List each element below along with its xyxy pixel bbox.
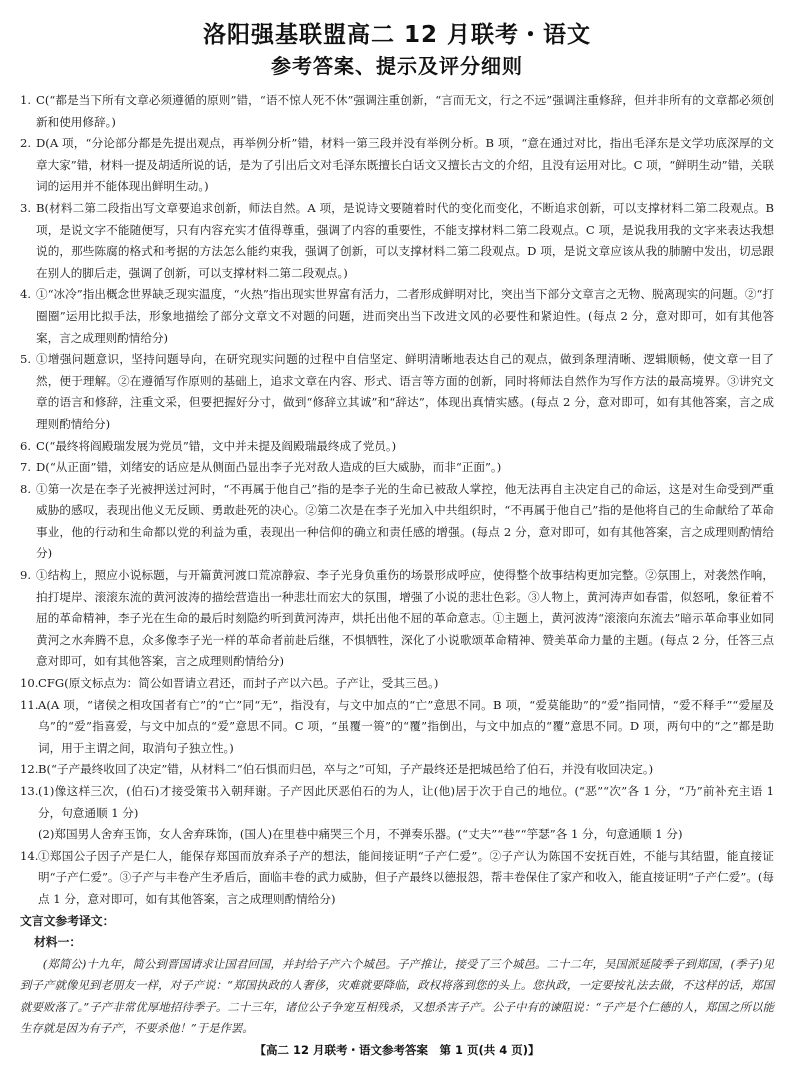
answer-item — [20, 349, 774, 435]
answer-text: C(“都是当下所有文章必须遵循的原则”错，“语不惊人死不休”强调注重创新，“言而无文，行之不远”强调注重修辞，但并非所有的文章都必须创新和使用修辞。) — [36, 93, 774, 129]
material-title: 材料一： — [34, 935, 82, 950]
answer-text: ①增强问题意识，坚持问题导向，在研究现实问题的过程中自信坚定、鲜明清晰地表达自己的观点，做到条理清晰、逻辑顺畅，使文章一目了然，便于理解。②在遵循写作原则的基础上，追求文章在内容、形式、语言等方面的创新，同时将师法自然作为写作方法的最高境界。③讲究文章的语言和修辞，注重文采，但要把握好分寸，做到“修辞立其诚”和“辞达”，体现出真情实感。(每点 2 分，意对即可，如有其他答案，言之成理则酌情给分) — [36, 352, 774, 431]
answer-item — [20, 781, 774, 824]
answer-text: (1)像这样三次，(伯石)才接受策书入朝拜谢。子产因此厌恶伯石的为人，让(他)居于次于自己的地位。(“恶”“次”各 1 分，“乃”前补充主语 1 分，句意通顺 1 分) — [38, 784, 774, 820]
answer-text: A(A 项，“诸侯之相攻国者有亡”的“亡”同“无”，指没有，与文中加点的“亡”意思不同。B 项，“爱莫能助”的“爱”指同情，“爱不释手”“爱屋及乌”的“爱”指喜爱，与文中加点的“爱”意思不同。C 项，“虽覆一篑”的“覆”指倒出，与文中加点的“覆”意思不同。D 项，两句中的“之”都是助词，用于主谓之间，取消句子独立性。) — [38, 697, 774, 755]
answer-text: ①郑国公子因子产是仁人，能保存郑国而放弃杀子产的想法，能间接证明“子产仁爱”。②子产认为陈国不安抚百姓，不能与其结盟，能直接证明“子产仁爱”。③子产与丰卷产生矛盾后，面临丰卷的武力威胁，但子产最终以德报怨，帮丰卷保住了家产和收入，能直接证明“子产仁爱”。(每点 1 分，意对即可，如有其他答案，言之成理则酌情给分) — [38, 848, 774, 906]
answer-item — [20, 479, 774, 565]
answer-number: 4. — [20, 287, 32, 302]
page-title: 洛阳强基联盟高二 12 月联考・语文 — [202, 22, 592, 48]
answer-number: 12. — [20, 762, 39, 777]
page-footer: 【高二 12 月联考・语文参考答案 第 1 页(共 4 页)】 — [254, 1043, 540, 1057]
answer-number: 8. — [20, 481, 32, 496]
answer-number: 6. — [20, 438, 32, 453]
answer-number: 1. — [20, 93, 32, 107]
answer-item — [20, 673, 774, 695]
answer-number: 7. — [20, 460, 32, 475]
answer-item — [20, 90, 774, 133]
answer-item — [20, 133, 774, 198]
answer-text: CFG(原文标点为：简公如晋请立君还，而封子产以六邑。子产让，受其三邑。) — [38, 676, 439, 691]
answer-number: 3. — [20, 200, 32, 215]
answer-text: D(“从正面”错，刘绪安的话应是从侧面凸显出李子光对敌人造成的巨大威胁，而非“正面”。) — [36, 460, 502, 475]
answer-item — [20, 198, 774, 284]
answer-item — [20, 436, 774, 458]
answer-subitem: (2)郑国男人舍弃玉饰，女人舍弃珠饰，(国人)在里巷中痛哭三个月，不弹奏乐器。(“丈夫”“巷”“竽瑟”各 1 分，句意通顺 1 分) — [38, 827, 683, 842]
translation-section-title: 文言文参考译文： — [20, 913, 115, 928]
answer-content — [20, 90, 774, 1039]
answer-number: 10. — [20, 676, 39, 691]
answer-item — [20, 759, 774, 781]
answer-item — [20, 457, 774, 479]
answer-number: 5. — [20, 352, 32, 367]
answer-text: D(A 项，“分论部分都是先提出观点，再举例分析”错，材料一第三段并没有举例分析。B 项，“意在通过对比，指出毛泽东是文学功底深厚的文章大家”错，材料一提及胡适所说的话，是为了引出后文对毛泽东既擅长白话文又擅长古文的介绍，且没有运用对比。C 项，“鲜明生动”错，关联词的运用并不能体现出鲜明生动。) — [36, 136, 774, 194]
answer-list — [20, 90, 774, 911]
answer-item — [20, 846, 774, 911]
answer-number: 9. — [20, 568, 32, 583]
answer-number: 11. — [20, 697, 39, 712]
answer-text: C(“最终将阎殿瑞发展为党员”错，文中并未提及阎殿瑞最终成了党员。) — [36, 438, 397, 453]
translation-text: (郑简公)十九年，简公到晋国请求让国君回国，并封给子产六个城邑。子产推让，接受了三个城邑。二十二年，吴国派延陵季子到郑国，(季子)见到子产就像见到老朋友一样，对子产说：“郑国执政的人奢侈，灾难就要降临，政权将落到您的头上。您执政，一定要按礼法去做，不这样的话，郑国就要败落了。”子产非常优厚地招待季子。二十三年，诸位公子争宠互相残杀，又想杀害子产。公子中有的谏阻说：“子产是个仁德的人，郑国之所以能生存就是因为有子产，不要杀他！”于是作罢。 — [20, 956, 774, 1035]
answer-item — [20, 565, 774, 673]
answer-text: ①结构上，照应小说标题，与开篇黄河渡口荒凉静寂、李子光身负重伤的场景形成呼应，使得整个故事结构更加完整。②氛围上，对袭然作响，拍打堤岸、滚滚东流的黄河波涛的描绘营造出一种悲壮而宏大的氛围，增强了小说的悲壮色彩。③人物上，黄河涛声如春雷，似怒吼，象征着不屈的革命精神，李子光在生命的最后时刻隐约听到黄河涛声，烘托出他不屈的革命意志。①主题上，黄河波涛“滚滚向东流去”暗示革命事业如同黄河之水奔腾不息，众多像李子光一样的革命者前赴后继，不惧牺牲，深化了小说歌颂革命精神、赞美革命力量的主题。(每点 2 分，任答三点意对即可，如有其他答案，言之成理则酌情给分) — [36, 568, 774, 669]
answer-text: B(材料二第二段指出写文章要追求创新，师法自然。A 项，是说诗文要随着时代的变化而变化，不断追求创新，可以支撑材料二第二段观点。B 项，是说文字不能随便写，只有内容充实才值得尊重，强调了内容的重要性，不能支撑材料二第二段观点。C 项，是说我用我的文字来表达我想说的，那些陈腐的格式和考据的方法怎么能约束我，强调了创新，可以支撑材料二第二段观点。D 项，是说文章应该从我的肺腑中发出，切忌跟在别人的脚后走，强调了创新，可以支撑材料二第二段观点。) — [36, 200, 774, 280]
answer-number: 13. — [20, 784, 39, 798]
page-subtitle: 参考答案、提示及评分细则 — [271, 54, 523, 78]
answer-number: 14. — [20, 848, 39, 863]
answer-item — [20, 284, 774, 349]
answer-text: B(“子产最终收回了决定”错，从材料二“伯石惧而归邑，卒与之”可知，子产最终还是把城邑给了伯石，并没有收回决定。) — [38, 762, 654, 777]
answer-number: 2. — [20, 136, 32, 151]
answer-item — [20, 695, 774, 760]
answer-text: ①“冰冷”指出概念世界缺乏现实温度，“火热”指出现实世界富有活力，二者形成鲜明对比，突出当下部分文章言之无物、脱离现实的问题。②“打圈圈”运用比拟手法，形象地描绘了部分文章文不对题的问题，进而突出当下改进文风的必要性和紧迫性。(每点 2 分，意对即可，如有其他答案，言之成理则酌情给分) — [36, 287, 774, 345]
answer-text: ①第一次是在李子光被押送过河时，“不再属于他自己”指的是李子光的生命已被敌人掌控，他无法再自主决定自己的命运，这是对生命受到严重威胁的感叹，表现出他义无反顾、勇敢赴死的决心。②第二次是在李子光加入中共组织时，“不再属于他自己”指的是他将自己的生命献给了革命事业，他的行动和生命都以党的利益为重，表现出一种信仰的确立和责任感的增强。(每点 2 分，意对即可，如有其他答案，言之成理则酌情给分) — [36, 481, 774, 561]
